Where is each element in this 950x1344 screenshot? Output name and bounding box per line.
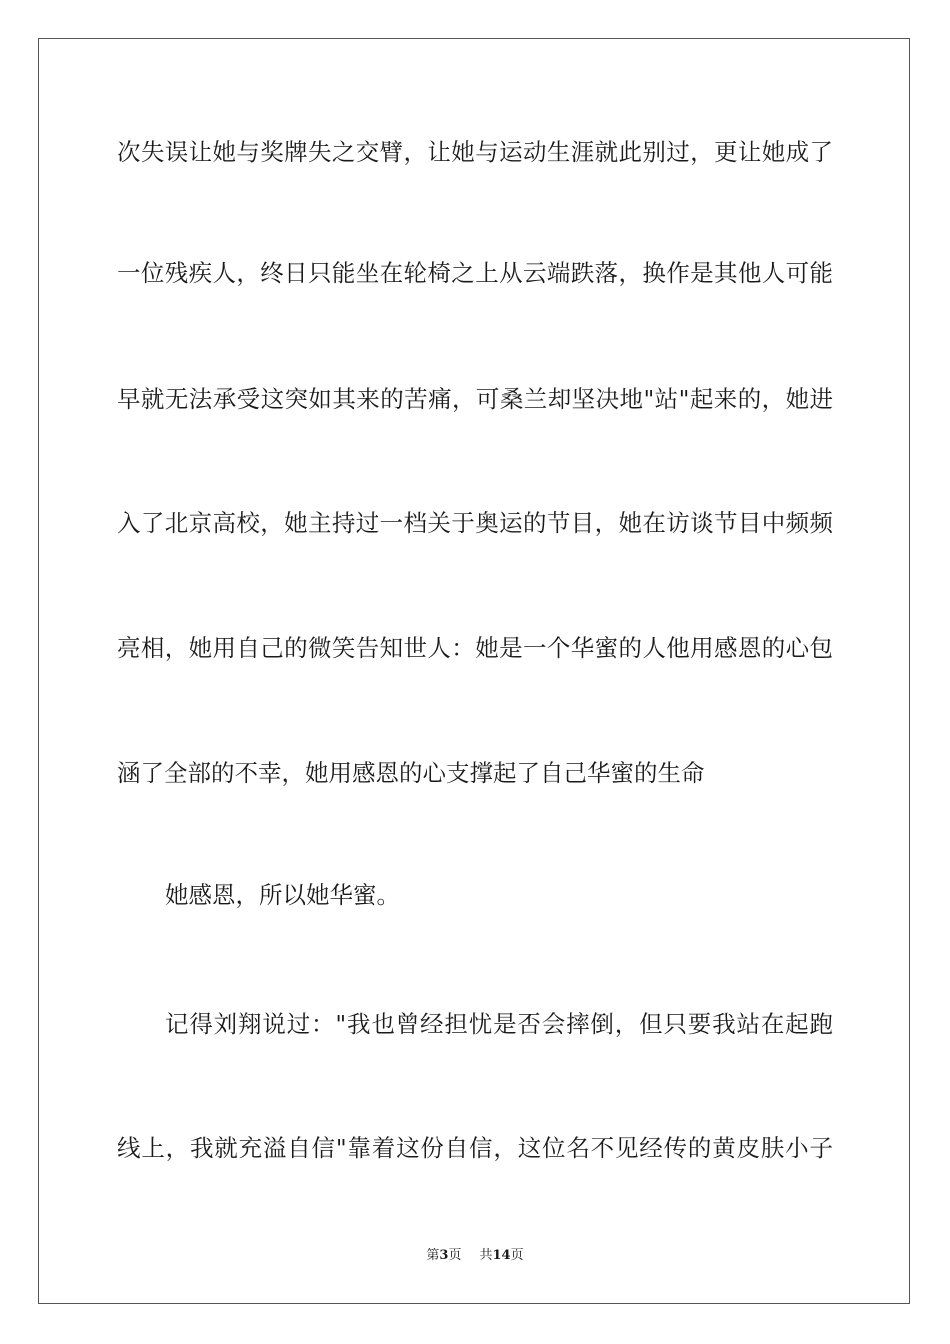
text-line-4: 入了北京高校，她主持过一档关于奥运的节目，她在访谈节目中频频 bbox=[117, 509, 833, 537]
current-page-number: 3 bbox=[439, 1248, 449, 1263]
text-line-9: 线上，我就充溢自信"靠着这份自信，这位名不见经传的黄皮肤小子 bbox=[117, 1134, 833, 1162]
page-suffix: 页 bbox=[448, 1248, 462, 1263]
paragraph-line-7: 她感恩，所以她华蜜。 bbox=[165, 881, 400, 909]
total-suffix: 页 bbox=[510, 1248, 524, 1263]
page-prefix: 第 bbox=[426, 1248, 440, 1263]
total-prefix: 共 bbox=[479, 1248, 493, 1263]
total-page-number: 14 bbox=[492, 1248, 511, 1263]
text-line-5: 亮相，她用自己的微笑告知世人：她是一个华蜜的人他用感恩的心包 bbox=[117, 634, 833, 662]
text-line-2: 一位残疾人，终日只能坐在轮椅之上从云端跌落，换作是其他人可能 bbox=[117, 259, 833, 287]
text-line-3: 早就无法承受这突如其来的苦痛，可桑兰却坚决地"站"起来的，她进 bbox=[117, 385, 833, 413]
page-footer bbox=[0, 1247, 950, 1265]
page-border bbox=[38, 38, 910, 1304]
paragraph-line-8: 记得刘翔说过："我也曾经担忧是否会摔倒，但只要我站在起跑 bbox=[165, 1010, 833, 1038]
text-line-6: 涵了全部的不幸，她用感恩的心支撑起了自己华蜜的生命 bbox=[117, 759, 705, 787]
text-line-1: 次失误让她与奖牌失之交臂，让她与运动生涯就此别过，更让她成了 bbox=[117, 138, 833, 166]
